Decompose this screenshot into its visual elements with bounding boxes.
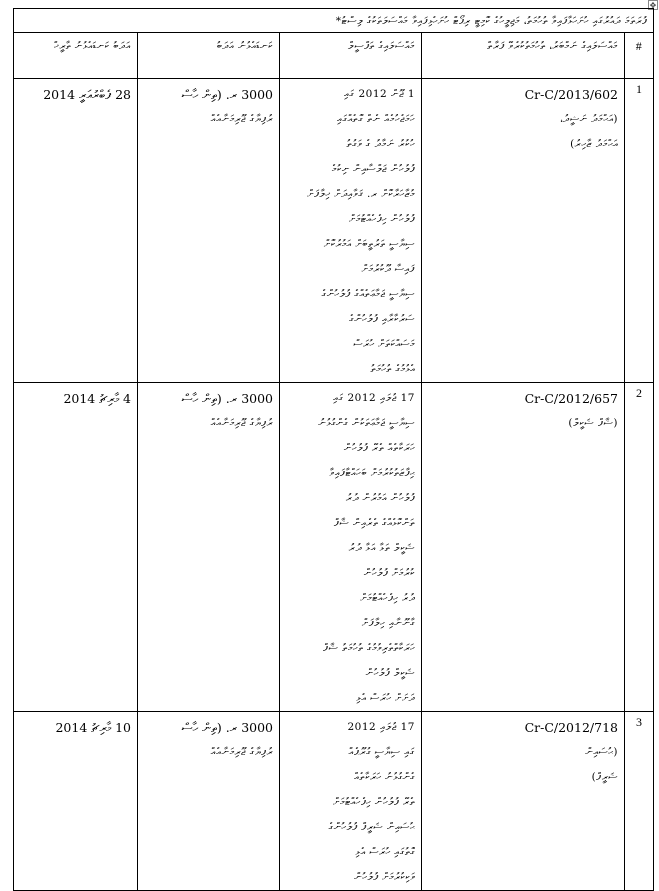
- row-number: 3: [625, 712, 654, 891]
- header-date: އަދަބު ކަނޑައެޅުނު ތާރީޚް: [14, 33, 138, 79]
- header-penalty: ކަނޑައެޅުނު އަދަބު: [138, 33, 280, 79]
- penalty-cell: 3000 ރ. (ތިން ހާސް ރުފިޔާގެ ޖޫރިމަނާއެއް: [138, 712, 280, 891]
- row-number: 1: [625, 79, 654, 383]
- header-charge: މައްސަލައިގެ ތަފްސީލް: [280, 33, 422, 79]
- penalty-cell: 3000 ރ. (ތިން ހާސް ރުފިޔާގެ ޖޫރިމަނާއެއް: [138, 383, 280, 712]
- table-row: [14, 383, 654, 712]
- case-cell: 602/Cr-C/2013 (އަޙްމަދު ނަޝީދު، އަޙްމަދު ޒާހިރު): [422, 79, 625, 383]
- row-number: 2: [625, 383, 654, 712]
- case-cell: 718/Cr-C/2012 (ޙުސައިން ޝަރީފް): [422, 712, 625, 891]
- table-row: [14, 712, 654, 891]
- detail-cell: 17 ޖުލައި 2012 ގައި ސިޔާސީ ޖަމާޢަތަކުން ގެންގުޅުނު ހަރަކާތެއް ތެރޭ ފުލުހުން ޙިފާޒަތުކުރުމަށް ބަހައްޓާފައިވާ ފުލުހުން އަމުރުން ދުރު ތަންކޮޅެއްގެ ތެރެއިން ޝާފް ޝަކީލް ތަޅާ އަޅާ ދުރު ކުރުމަށް ފުލުހުން ދުރު ހިފެހެއްޓުމަށް ގާނޫނާއި ހިލާފަށް ހަރަކާތްތެރިވުމުގެ ތުހުމަތު ޝާފް ޝަކީލް ފުލުހުން ދަށަށް ހުރަސް އެޅި: [280, 383, 422, 712]
- date-cell: 4 މާރިޗު 2014: [14, 383, 138, 712]
- table-title: ފުރަތަމަ ދައުރުގައި ހުށަހަޅާފައިވާ ތުހުމަތު، މަޖިލީހުގެ ކޮމިޓީ ރިޕޯޓް ހުށަހެޅިފައިވާ މައްސަލަތަކުގެ ލިސްޓު*: [14, 9, 654, 33]
- table-row: [14, 79, 654, 383]
- cases-table: [13, 8, 654, 891]
- header-row: [14, 33, 654, 79]
- header-num: #: [625, 33, 654, 79]
- detail-cell: 17 ޖުލައި 2012 ގައި ސިޔާސީ ގުރޫޕެއް ގެންގުޅުނު ހަރަކާތެއް ތެރޭ ފުލުހުން ހިފެހެއްޓުމަށް ޙުސައިން ޝަރީފް ފުލުހުންގެ ގޮތުގައި ހުރަސް އެޅި ވަކިކުރުމަށް ފުލުހުން: [280, 712, 422, 891]
- case-cell: 657/Cr-C/2012 (ޝާފް ޝަކީލް): [422, 383, 625, 712]
- date-cell: 10 މާރިޗު 2014: [14, 712, 138, 891]
- table-move-handle-icon[interactable]: ✥: [649, 1, 657, 10]
- detail-cell: 1 ޖޫން 2012 ގައި ހަމަޖެހުމެއް ނެތް ގޮތެއްގައި ހުކުރު ނަމާދު ގެ ވަގުތު ފުލުހުން ޖަލްސާއިން ނިކުމެ މުޒާހަރާކޮށް ރ. ޤަވާއިދަށް ޚިލާފަށް ފުލުހުން ހިފެހެއްޓުމަށް ސިޔާސީ ތަރުތީބަށް އަމުރުކޮށް ފައިސާ ދޫކުރުމަށް ސިޔާސީ ޖަމާޢަތެއްގެ ފުލުހުންގެ ސަރުކާރާއި ފުލުހުންގެ މަސައްކަތަށް ހުރަސް އެޅުމުގެ ތުހުމަތު: [280, 79, 422, 383]
- date-cell: 28 ފެބްރުއަރީ 2014: [14, 79, 138, 383]
- header-case: މައްސަލައިގެ ނަމްބަރު، ތުހުމަތުކުރެވޭ ފަރާތް: [422, 33, 625, 79]
- penalty-cell: 3000 ރ. (ތިން ހާސް ރުފިޔާގެ ޖޫރިމަނާއެއް: [138, 79, 280, 383]
